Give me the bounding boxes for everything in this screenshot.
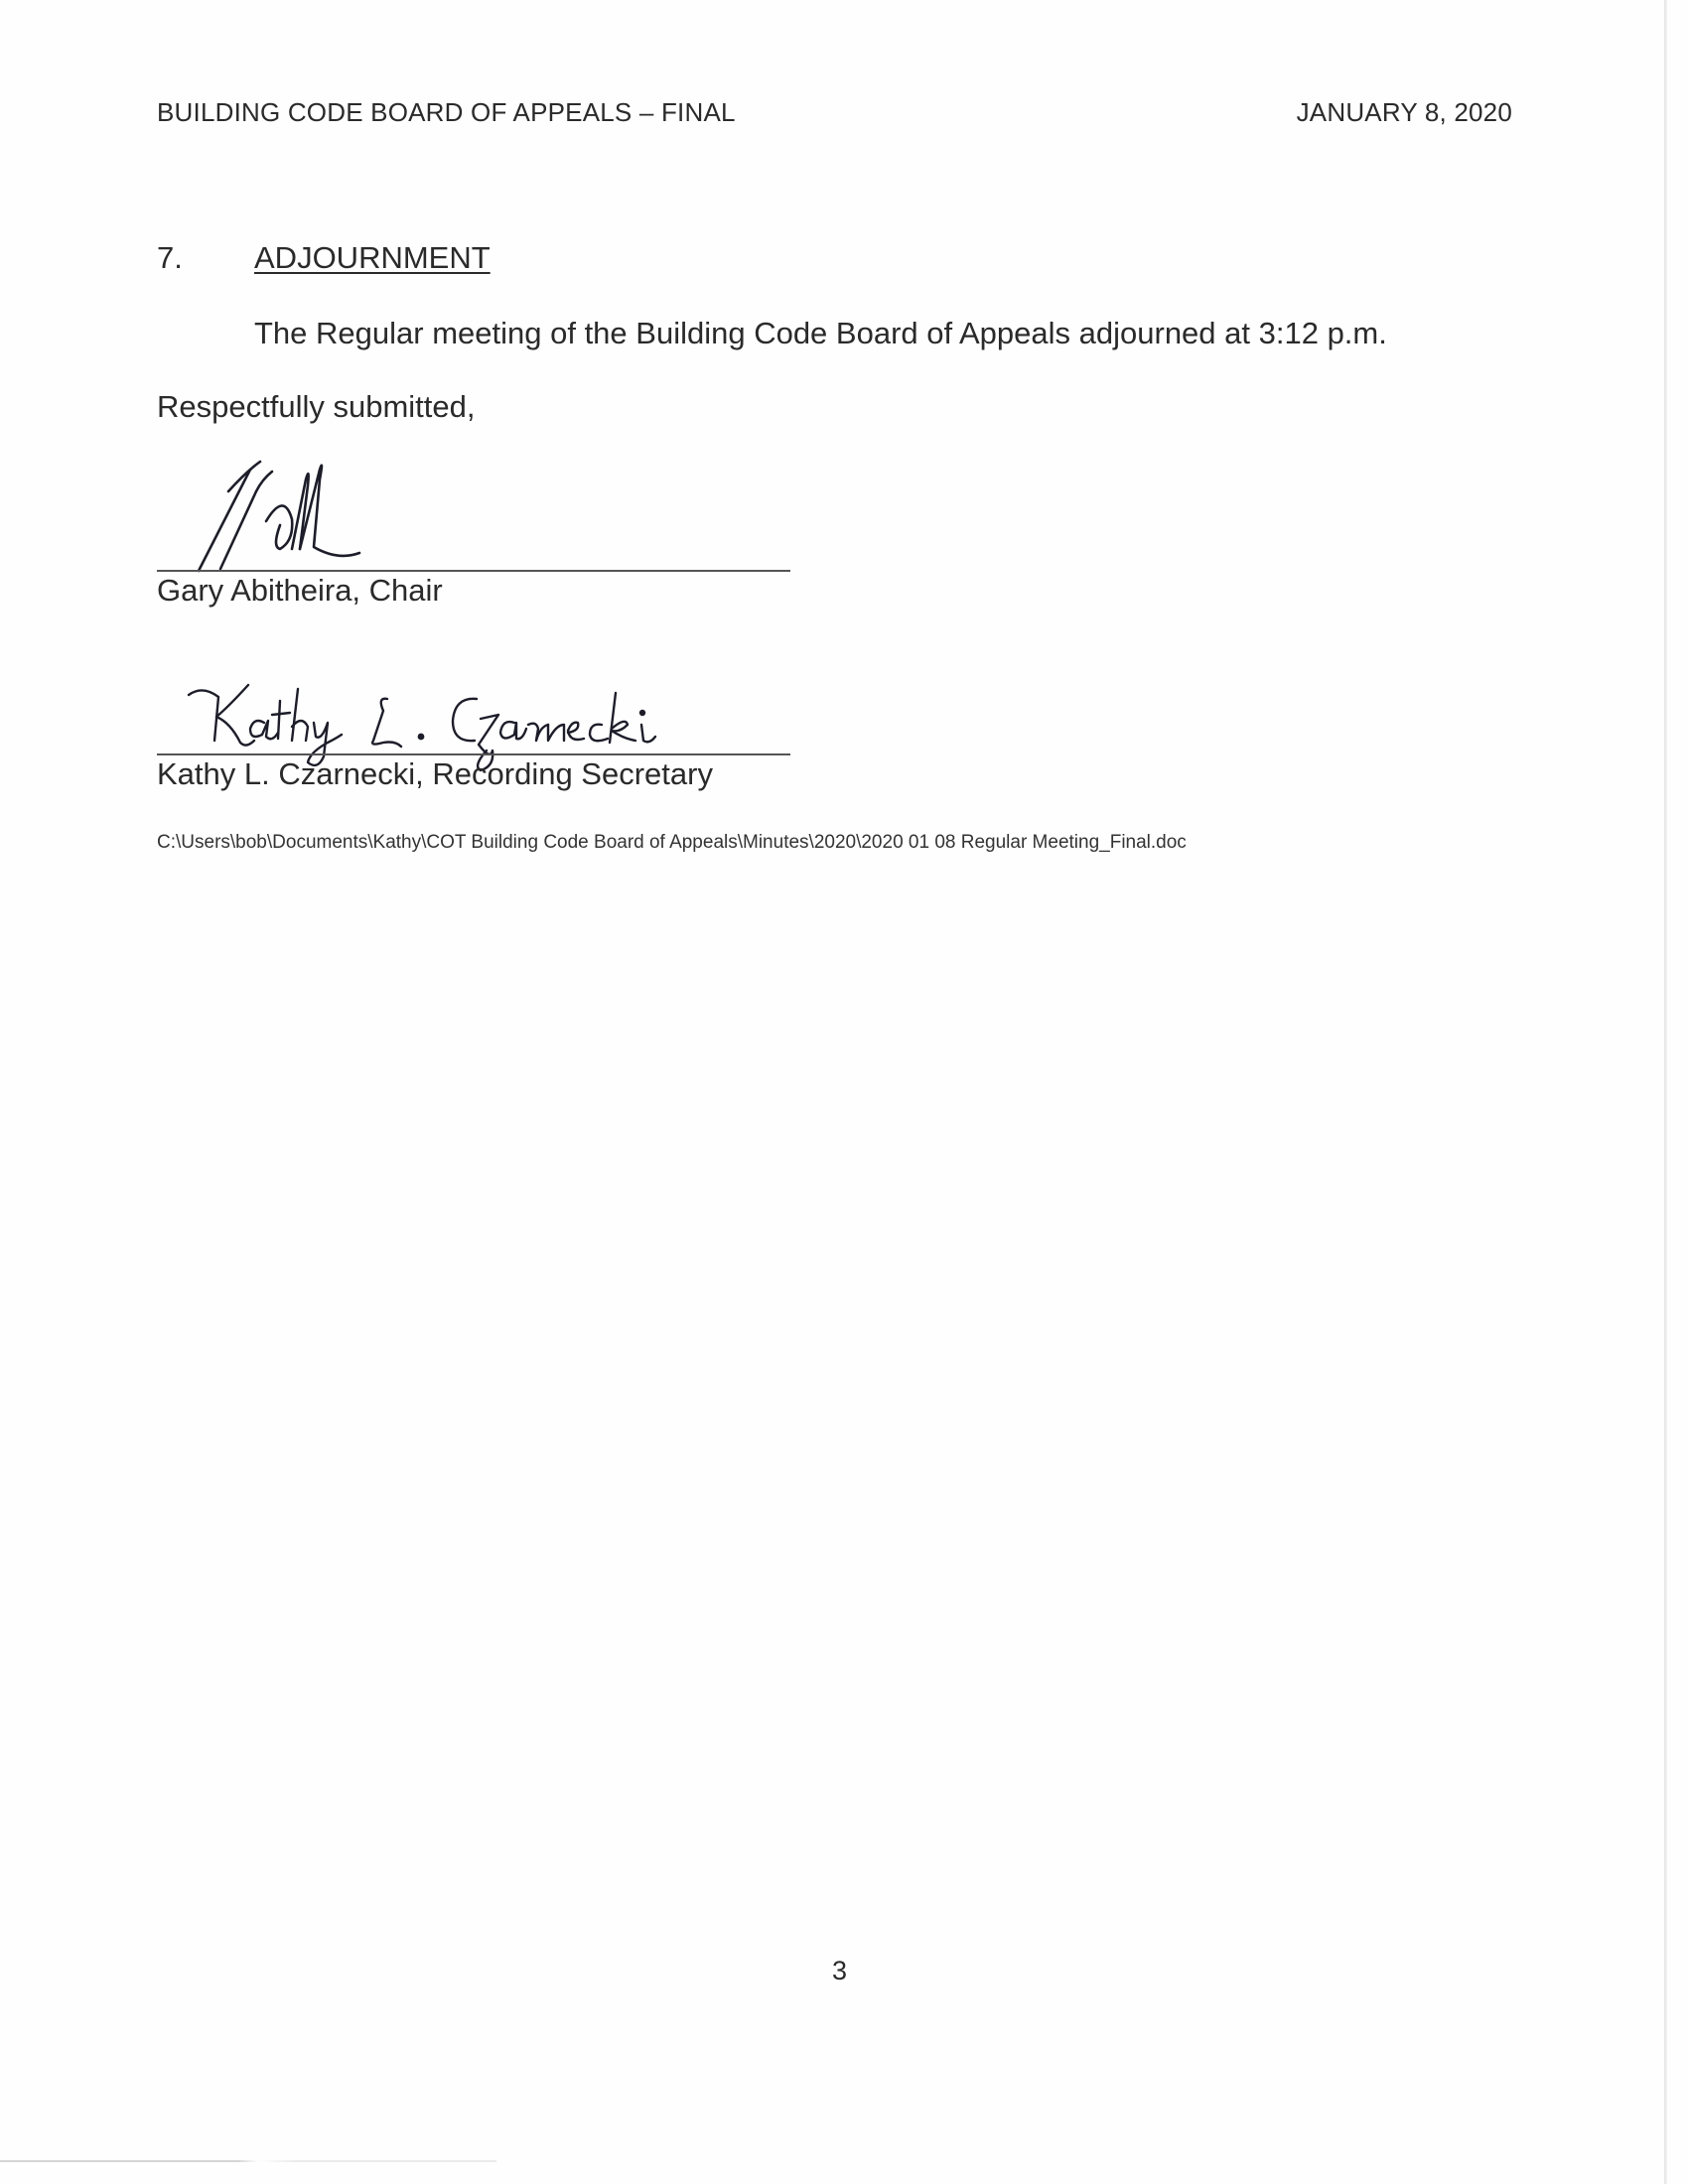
- chair-signature: [189, 452, 427, 581]
- header-date: JANUARY 8, 2020: [1296, 97, 1512, 127]
- signature-line-chair: [157, 570, 790, 572]
- scan-artifact: [0, 2160, 496, 2162]
- section-number: 7.: [157, 240, 183, 275]
- secretary-name: Kathy L. Czarnecki, Recording Secretary: [157, 756, 713, 791]
- chair-name: Gary Abitheira, Chair: [157, 573, 443, 608]
- closing-text: Respectfully submitted,: [157, 389, 476, 424]
- adjournment-text: The Regular meeting of the Building Code Board of Appeals adjourned at 3:12 p.m.: [254, 316, 1387, 350]
- page-edge: [1664, 0, 1667, 2184]
- section-title: ADJOURNMENT: [254, 240, 491, 275]
- signature-line-secretary: [157, 753, 790, 755]
- file-path: C:\Users\bob\Documents\Kathy\COT Building Code Board of Appeals\Minutes\2020\2020 01 08 Regular Meeting_Final.doc: [157, 832, 1187, 853]
- page-number: 3: [832, 1956, 848, 1985]
- header-title: BUILDING CODE BOARD OF APPEALS – FINAL: [157, 97, 736, 127]
